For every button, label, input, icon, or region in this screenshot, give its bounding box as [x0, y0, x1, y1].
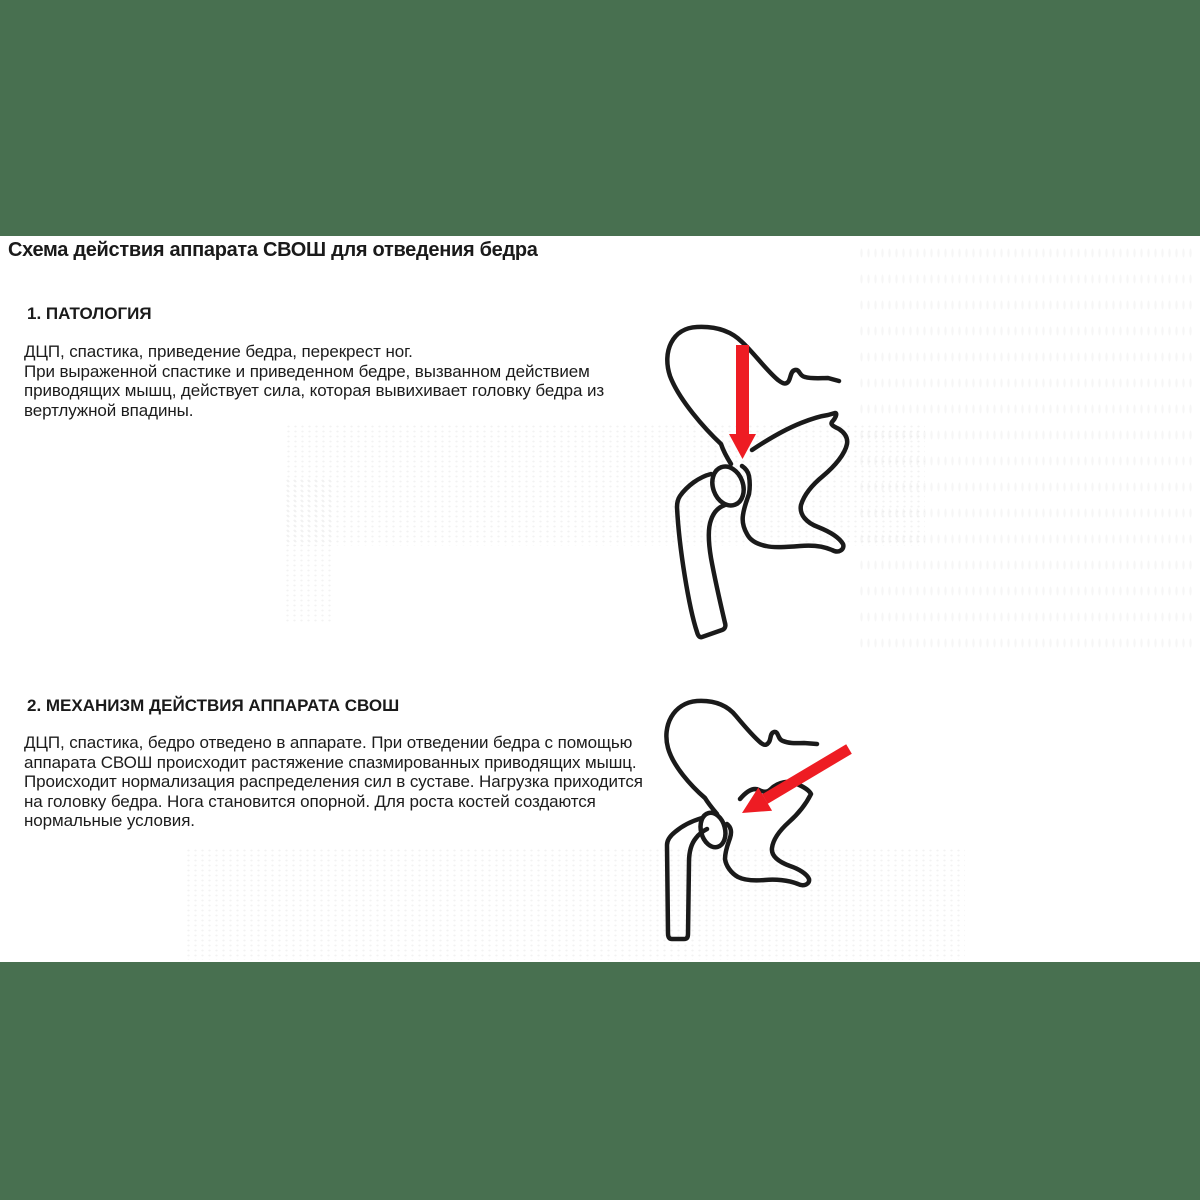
hip-joint-adduction-drawing: [655, 318, 855, 648]
figure-hip-pathology: [655, 318, 855, 648]
section1-body: [24, 342, 604, 420]
body-line: аппарата СВОШ происходит растяжение спазмированных приводящих мышц.: [24, 752, 637, 772]
body-line: Происходит нормализация распределения сил в суставе. Нагрузка приходится: [24, 772, 643, 791]
body-line: вертлужной впадины.: [24, 400, 194, 420]
section2-heading: 2. МЕХАНИЗМ ДЕЙСТВИЯ АППАРАТА СВОШ: [27, 696, 400, 715]
ischium-outline: [742, 413, 847, 551]
watermark-texture: [284, 478, 332, 623]
body-line: приводящих мышц, действует сила, которая вывихивает головку бедра из: [24, 381, 605, 400]
document-title: Схема действия аппарата СВОШ для отведения бедра: [8, 239, 538, 261]
watermark-texture: [858, 240, 1196, 660]
hip-joint-abduction-drawing: [655, 690, 855, 950]
body-line: на головку бедра. Нога становится опорной. Для роста костей создаются: [24, 791, 596, 811]
figure-hip-mechanism: [655, 690, 855, 950]
body-line: При выраженной спастике и приведенном бедре, вызванном действием: [24, 361, 590, 381]
body-line: ДЦП, спастика, приведение бедра, перекрест ног.: [24, 342, 413, 361]
pelvis-outline: [667, 327, 839, 464]
top-green-band: [0, 0, 1200, 236]
bottom-green-band: [0, 962, 1200, 1200]
section1-heading: 1. ПАТОЛОГИЯ: [27, 304, 152, 323]
red-arrow-down-icon: [729, 345, 756, 459]
body-line: нормальные условия.: [24, 811, 195, 830]
section2-body: [24, 733, 643, 831]
body-line: ДЦП, спастика, бедро отведено в аппарате. При отведении бедра с помощью: [24, 733, 633, 752]
